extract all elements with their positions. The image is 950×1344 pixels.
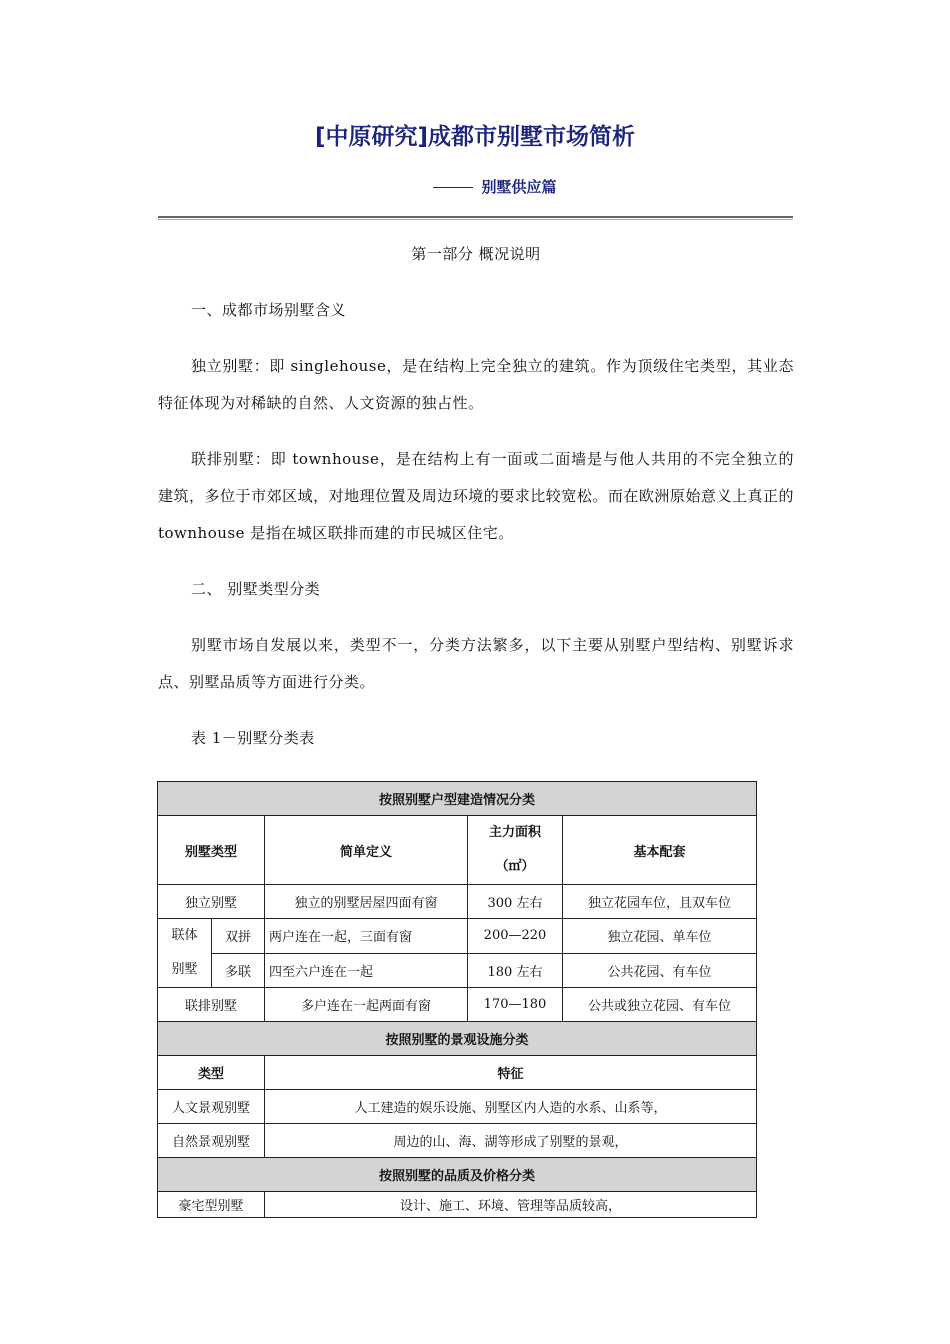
table-row	[158, 988, 757, 1022]
cell-definition: 四至六户连在一起	[265, 953, 468, 988]
document-title: [中原研究]成都市别墅市场简析	[314, 124, 636, 150]
table-row	[158, 816, 757, 885]
header-facility: 基本配套	[563, 816, 757, 885]
table-row	[158, 1158, 757, 1192]
subtitle-dash	[433, 187, 473, 188]
cell-area: 170—180	[468, 988, 563, 1022]
table-row	[158, 782, 757, 816]
cell-subtype: 多联	[212, 953, 265, 988]
cell-definition: 两户连在一起，三面有窗	[265, 919, 468, 954]
cell-feature: 人工建造的娱乐设施、别墅区内人造的水系、山系等，	[265, 1090, 757, 1124]
cell-facility: 独立花园车位，且双车位	[563, 885, 757, 919]
paragraph-single-house: 独立别墅：即 singlehouse，是在结构上完全独立的建筑。作为顶级住宅类型，其业态特征体现为对稀缺的自然、人文资源的独占性。	[158, 357, 794, 412]
table-row	[158, 1192, 757, 1218]
section-title-structure: 按照别墅户型建造情况分类	[158, 782, 757, 816]
cell-linked-villa	[158, 919, 212, 988]
cell-definition: 多户连在一起两面有窗	[265, 988, 468, 1022]
cell-feature: 周边的山、海、湖等形成了别墅的景观，	[265, 1124, 757, 1158]
linked-villa-line1: 联体	[171, 928, 198, 943]
table-row	[158, 1090, 757, 1124]
section1-heading: 一、成都市场别墅含义	[191, 301, 347, 319]
part-heading: 第一部分 概况说明	[411, 245, 541, 263]
section2-heading: 二、 别墅类型分类	[191, 580, 321, 598]
cell-area: 200—220	[468, 919, 563, 954]
cell-type: 联排别墅	[158, 988, 265, 1022]
cell-area: 300 左右	[468, 885, 563, 919]
section-title-quality: 按照别墅的品质及价格分类	[158, 1158, 757, 1192]
table-caption: 表 1－别墅分类表	[191, 729, 315, 747]
table-row	[158, 953, 757, 988]
title-divider	[158, 216, 793, 220]
table-row	[158, 1022, 757, 1056]
cell-area: 180 左右	[468, 953, 563, 988]
linked-villa-line2: 别墅	[171, 962, 198, 977]
header-feature: 特征	[265, 1056, 757, 1090]
table-row	[158, 919, 757, 954]
cell-type: 人文景观别墅	[158, 1090, 265, 1124]
header-definition: 简单定义	[265, 816, 468, 885]
cell-definition: 独立的别墅居屋四面有窗	[265, 885, 468, 919]
cell-facility: 公共花园、有车位	[563, 953, 757, 988]
header-main-area	[468, 816, 563, 885]
cell-facility: 公共或独立花园、有车位	[563, 988, 757, 1022]
paragraph-townhouse: 联排别墅：即 townhouse，是在结构上有一面或二面墙是与他人共用的不完全独立的建筑，多位于市郊区域，对地理位置及周边环境的要求比较宽松。而在欧洲原始意义上真正的 townhouse 是指在城区联排而建的市民城区住宅。	[158, 450, 794, 542]
paragraph-classification: 别墅市场自发展以来，类型不一，分类方法繁多，以下主要从别墅户型结构、别墅诉求点、别墅品质等方面进行分类。	[158, 636, 794, 691]
table-row	[158, 1056, 757, 1090]
villa-classification-table	[157, 781, 757, 1218]
header-area-unit: （㎡）	[495, 859, 535, 874]
table-row	[158, 885, 757, 919]
document-subtitle	[0, 176, 950, 197]
header-area-label: 主力面积	[488, 825, 541, 840]
cell-subtype: 双拼	[212, 919, 265, 954]
cell-type: 独立别墅	[158, 885, 265, 919]
cell-type: 豪宅型别墅	[158, 1192, 265, 1218]
subtitle-text: 别墅供应篇	[481, 178, 557, 196]
header-villa-type: 别墅类型	[158, 816, 265, 885]
header-type: 类型	[158, 1056, 265, 1090]
cell-facility: 独立花园、单车位	[563, 919, 757, 954]
section-title-landscape: 按照别墅的景观设施分类	[158, 1022, 757, 1056]
cell-type: 自然景观别墅	[158, 1124, 265, 1158]
table-row	[158, 1124, 757, 1158]
cell-feature: 设计、施工、环境、管理等品质较高，	[265, 1192, 757, 1218]
